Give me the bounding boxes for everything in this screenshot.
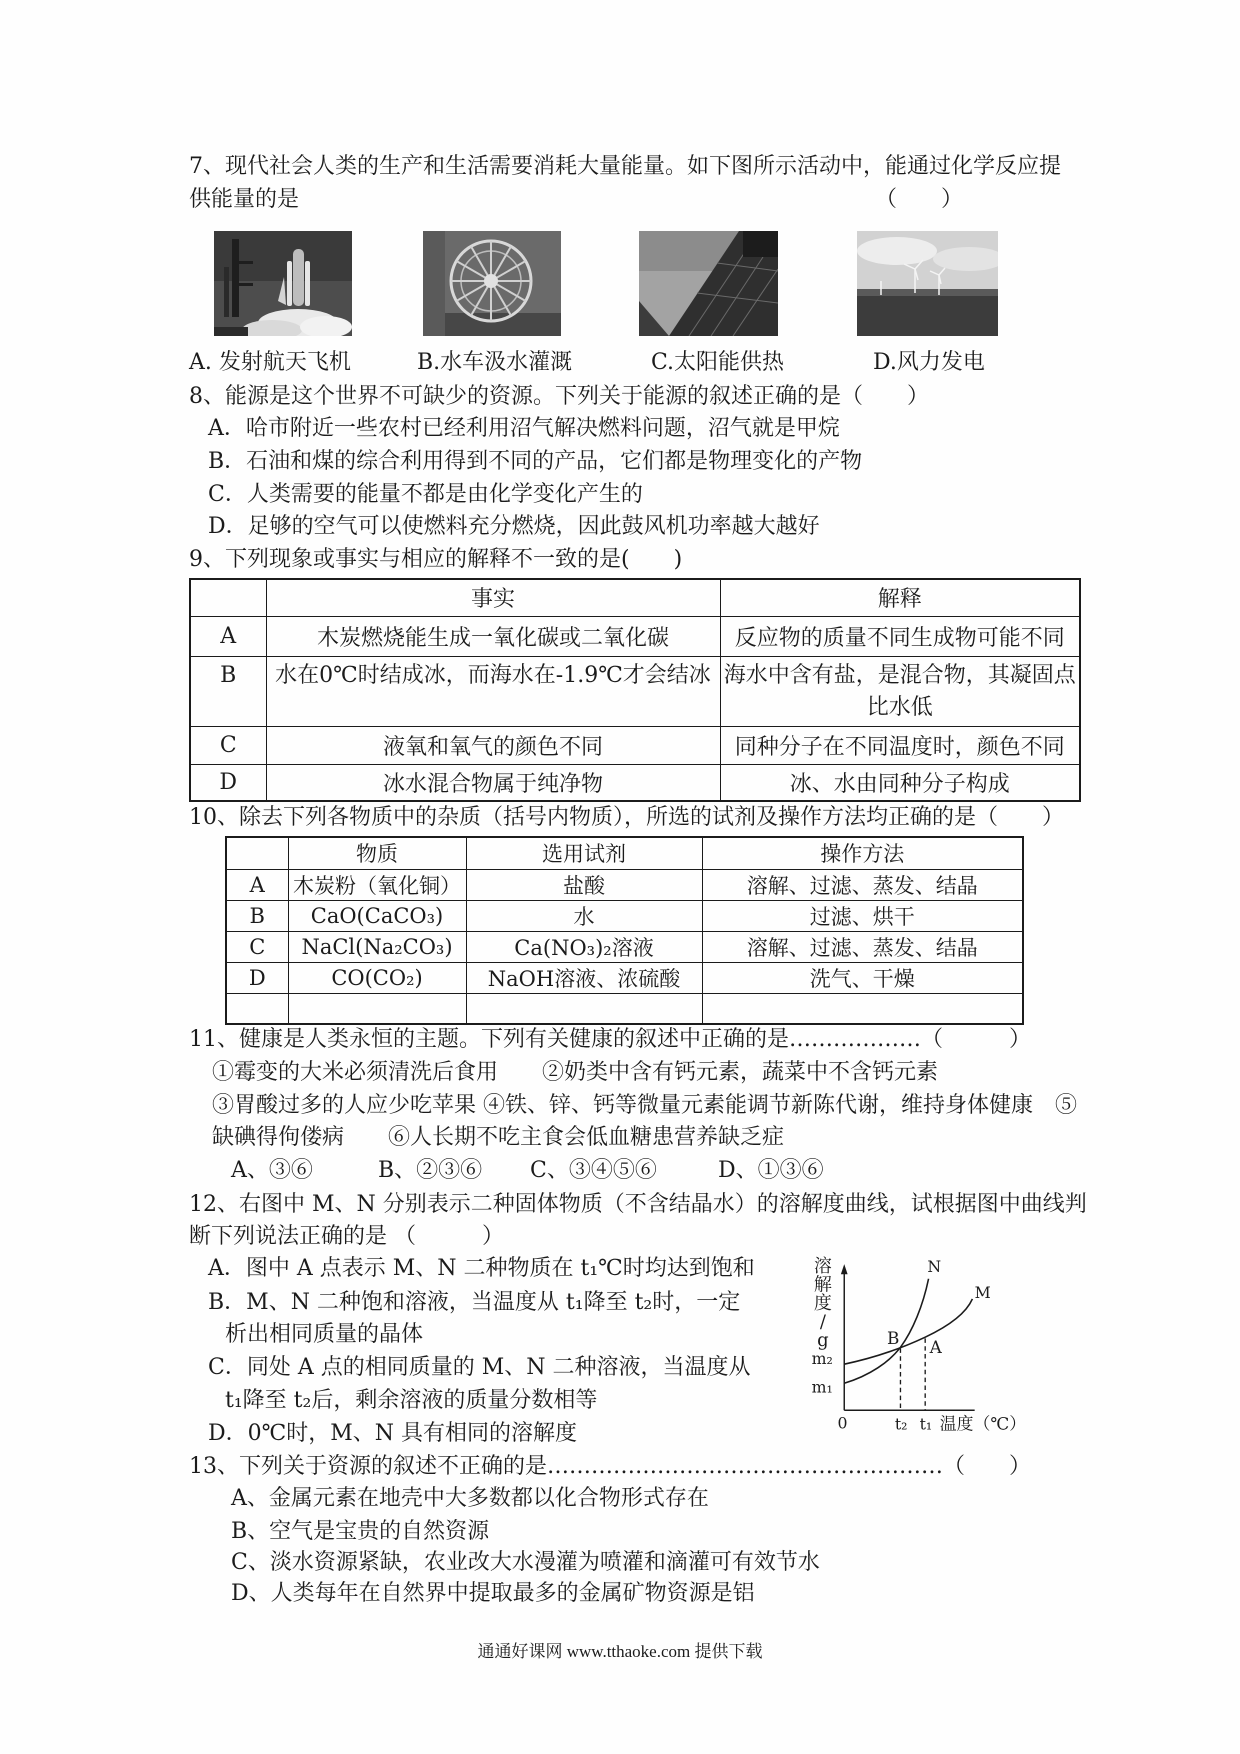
empty-cell (466, 993, 702, 1024)
empty-cell (226, 993, 288, 1024)
empty-cell (702, 993, 1023, 1024)
row-label: D (226, 962, 288, 993)
reagent-cell: 水 (466, 900, 702, 931)
reagent-cell: 盐酸 (466, 869, 702, 900)
reagent-cell: Ca(NO₃)₂溶液 (466, 931, 702, 962)
q11-option-b: B、②③⑥ (378, 1158, 483, 1183)
reagent-cell: NaOH溶液、浓硫酸 (466, 962, 702, 993)
point-label-b: B (886, 1327, 900, 1348)
table-header-row (226, 837, 1023, 869)
q7-option-a: A. 发射航天飞机 (189, 350, 351, 375)
q8-option-a: A．哈市附近一些农村已经利用沼气解决燃料问题，沼气就是甲烷 (208, 416, 840, 441)
explanation-cell (720, 656, 1080, 726)
q7-photo-d-wind-turbines (857, 231, 998, 336)
method-cell: 溶解、过滤、蒸发、结晶 (702, 869, 1023, 900)
q12-option-c-continued: t₁降至 t₂后，剩余溶液的质量分数相等 (225, 1388, 598, 1413)
curve-label-m: M (974, 1282, 991, 1302)
q11-statement-line: 缺碘得佝偻病 ⑥人长期不吃主食会低血糖患营养缺乏症 (212, 1125, 785, 1150)
table-row (190, 656, 1080, 726)
table-row (226, 931, 1023, 962)
q7-answer-blank: （ ） (875, 187, 964, 212)
explanation-line: 反应物的质量不同生成物可能不同 (734, 625, 1065, 651)
q13-stem: 13、下列关于资源的叙述不正确的是………………………………………………（ ） (189, 1454, 1031, 1479)
q7-photo-b-waterwheel (423, 231, 561, 336)
point-label-a: A (929, 1336, 942, 1357)
q7-option-b: B.水车汲水灌溉 (417, 350, 573, 375)
q9-table (189, 578, 1081, 802)
table-row (190, 616, 1080, 656)
row-label: D (190, 764, 266, 801)
q7-stem-line2: 供能量的是 (189, 187, 300, 212)
substance-cell: CaO(CaCO₃) (288, 900, 466, 931)
q12-stem-line2: 断下列说法正确的是 （ ） (189, 1224, 504, 1249)
explanation-cell (720, 726, 1080, 764)
row-label: B (226, 900, 288, 931)
q12-option-a: A．图中 A 点表示 M、N 二种物质在 t₁℃时均达到饱和 (208, 1256, 755, 1281)
explanation-line: 海水中含有盐，是混合物，其凝固点 (723, 662, 1076, 688)
q9-stem: 9、下列现象或事实与相应的解释不一致的是( ) (189, 547, 683, 572)
q11-statement-line: ①霉变的大米必须清洗后食用 ②奶类中含有钙元素，蔬菜中不含钙元素 (212, 1060, 939, 1085)
q7-option-d: D.风力发电 (873, 350, 985, 375)
row-label: A (190, 616, 266, 656)
q10-table (225, 836, 1024, 1025)
header-cell-explanation: 解释 (720, 579, 1080, 616)
header-cell-fact: 事实 (266, 579, 720, 616)
table-header-row (190, 579, 1080, 616)
method-cell: 过滤、烘干 (702, 900, 1023, 931)
y-axis-arrow-icon (841, 1264, 848, 1274)
row-label: A (226, 869, 288, 900)
explanation-line: 同种分子在不同温度时，颜色不同 (734, 734, 1065, 760)
x-axis-label: 温度（℃） (939, 1413, 1027, 1434)
q11-statement-line: ③胃酸过多的人应少吃苹果 ④铁、锌、钙等微量元素能调节新陈代谢，维持身体健康 ⑤ (212, 1093, 1077, 1118)
q7-photo-c-solar-panel (639, 231, 778, 336)
fact-cell: 液氧和氧气的颜色不同 (266, 726, 720, 764)
q13-option-d: D、人类每年在自然界中提取最多的金属矿物资源是铝 (231, 1581, 755, 1606)
q8-option-b: B．石油和煤的综合利用得到不同的产品，它们都是物理变化的产物 (208, 449, 863, 474)
explanation-cell (720, 616, 1080, 656)
header-cell-blank (190, 579, 266, 616)
y-axis-label: 溶解度/ g (813, 1255, 832, 1352)
q8-stem: 8、能源是这个世界不可缺少的资源。下列关于能源的叙述正确的是（ ） (189, 384, 929, 409)
origin-label: 0 (837, 1413, 848, 1433)
q11-option-d: D、①③⑥ (718, 1158, 824, 1183)
explanation-line: 冰、水由同种分子构成 (789, 771, 1010, 797)
q13-option-c: C、淡水资源紧缺，农业改大水漫灌为喷灌和滴灌可有效节水 (231, 1550, 820, 1575)
header-cell-method: 操作方法 (702, 837, 1023, 869)
q12-option-b: B．M、N 二种饱和溶液，当温度从 t₁降至 t₂时，一定 (208, 1290, 741, 1315)
table-row-empty (226, 993, 1023, 1024)
q12-option-d: D．0℃时，M、N 具有相同的溶解度 (208, 1421, 578, 1446)
curve-label-n: N (927, 1256, 942, 1276)
substance-cell: NaCl(Na₂CO₃) (288, 931, 466, 962)
table-row (190, 764, 1080, 801)
y-tick-m2: m₂ (811, 1349, 833, 1369)
fact-cell: 木炭燃烧能生成一氧化碳或二氧化碳 (266, 616, 720, 656)
fact-cell: 冰水混合物属于纯净物 (266, 764, 720, 801)
q7-photo-a-rocket-launch (214, 231, 352, 336)
q7-stem-line1: 7、现代社会人类的生产和生活需要消耗大量能量。如下图所示活动中，能通过化学反应提 (189, 154, 1062, 179)
header-cell-substance: 物质 (288, 837, 466, 869)
q8-option-d: D．足够的空气可以使燃料充分燃烧，因此鼓风机功率越大越好 (208, 514, 820, 539)
explanation-cell (720, 764, 1080, 801)
curve-m (844, 1299, 972, 1364)
q12-option-b-continued: 析出相同质量的晶体 (225, 1322, 424, 1347)
table-row (226, 869, 1023, 900)
substance-cell: 木炭粉（氧化铜） (288, 869, 466, 900)
method-cell: 溶解、过滤、蒸发、结晶 (702, 931, 1023, 962)
table-row (226, 962, 1023, 993)
empty-cell (288, 993, 466, 1024)
table-row (226, 900, 1023, 931)
header-cell-reagent: 选用试剂 (466, 837, 702, 869)
row-label: C (226, 931, 288, 962)
explanation-line: 比水低 (866, 694, 933, 720)
row-label: B (190, 656, 266, 726)
x-tick-t1: t₁ (919, 1414, 933, 1434)
q8-option-c: C．人类需要的能量不都是由化学变化产生的 (208, 482, 643, 507)
x-tick-t2: t₂ (894, 1414, 908, 1434)
row-label: C (190, 726, 266, 764)
y-tick-m1: m₁ (811, 1377, 833, 1397)
q11-stem: 11、健康是人类永恒的主题。下列有关健康的叙述中正确的是………………（ ） (189, 1027, 1031, 1052)
substance-cell: CO(CO₂) (288, 962, 466, 993)
table-row (190, 726, 1080, 764)
header-cell-blank (226, 837, 288, 869)
method-cell: 洗气、干燥 (702, 962, 1023, 993)
q7-option-c: C.太阳能供热 (651, 350, 785, 375)
q11-option-a: A、③⑥ (231, 1158, 313, 1183)
fact-cell: 水在0℃时结成冰，而海水在-1.9℃才会结冰 (266, 656, 720, 726)
q13-option-a: A、金属元素在地壳中大多数都以化合物形式存在 (231, 1486, 709, 1511)
page-footer: 通通好课网 www.tthaoke.com 提供下载 (477, 1642, 763, 1661)
q12-stem-line1: 12、右图中 M、N 分别表示二种固体物质（不含结晶水）的溶解度曲线，试根据图中曲线判 (189, 1192, 1087, 1217)
q12-option-c: C．同处 A 点的相同质量的 M、N 二种溶液，当温度从 (208, 1355, 751, 1380)
q13-option-b: B、空气是宝贵的自然资源 (231, 1519, 490, 1544)
q11-option-c: C、③④⑤⑥ (530, 1158, 657, 1183)
q10-stem: 10、除去下列各物质中的杂质（括号内物质），所选的试剂及操作方法均正确的是（ ） (189, 805, 1064, 830)
solubility-curve-figure (808, 1254, 1048, 1444)
